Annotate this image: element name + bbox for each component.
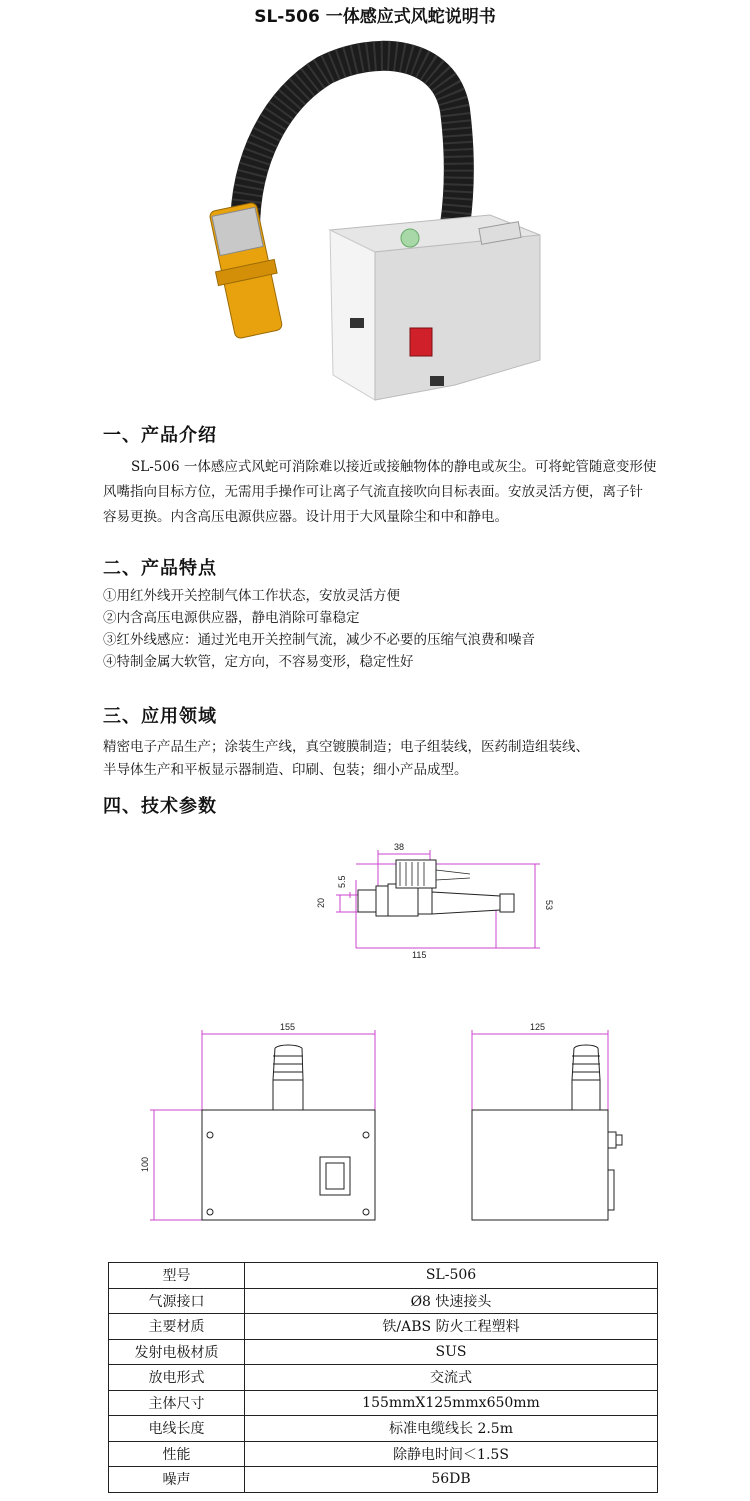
spec-value: 155mmX125mmx650mm: [245, 1390, 658, 1416]
feature-item: ②内含高压电源供应器，静电消除可靠稳定: [103, 610, 360, 626]
spec-key: 气源接口: [109, 1288, 245, 1314]
spec-key: 放电形式: [109, 1365, 245, 1391]
spec-key: 性能: [109, 1441, 245, 1467]
spec-value: Ø8 快速接头: [245, 1288, 658, 1314]
dim-20: 20: [316, 897, 326, 908]
dim-115: 115: [412, 950, 427, 960]
spec-value: 标准电缆线长 2.5m: [245, 1416, 658, 1442]
spec-row: [109, 1288, 658, 1314]
applications-line: 半导体生产和平板显示器制造、印刷、包装；细小产品成型。: [103, 762, 468, 778]
spec-value: 除静电时间＜1.5S: [245, 1441, 658, 1467]
section-heading-features: 二、产品特点: [103, 558, 217, 579]
spec-row: [109, 1390, 658, 1416]
spec-value: 交流式: [245, 1365, 658, 1391]
intro-line: 容易更换。内含高压电源供应器。设计用于大风量除尘和中和静电。: [103, 509, 508, 525]
spec-row: [109, 1365, 658, 1391]
section-heading-specs: 四、技术参数: [103, 796, 217, 817]
spec-row: [109, 1416, 658, 1442]
spec-row: [109, 1441, 658, 1467]
spec-table: [108, 1262, 658, 1493]
section-heading-applications: 三、应用领域: [103, 706, 217, 727]
dim-125: 125: [530, 1022, 546, 1032]
intro-line: 风嘴指向目标方位，无需用手操作可让离子气流直接吹向目标表面。安放灵活方便，离子针: [103, 484, 643, 500]
spec-row: [109, 1467, 658, 1493]
spec-row: [109, 1339, 658, 1365]
feature-item: ④特制金属大软管，定方向，不容易变形，稳定性好: [103, 654, 414, 670]
dim-53: 53: [544, 900, 554, 911]
dim-100: 100: [140, 1156, 150, 1172]
box-front: [330, 230, 375, 400]
feature-item: ①用红外线开关控制气体工作状态，安放灵活方便: [103, 588, 400, 604]
spec-value: SL-506: [245, 1263, 658, 1289]
spec-key: 噪声: [109, 1467, 245, 1493]
front-view-drawing: [140, 1020, 390, 1225]
applications-line: 精密电子产品生产；涂装生产线，真空镀膜制造；电子组装线，医药制造组装线、: [103, 739, 589, 755]
nozzle-dimension-drawing: [300, 840, 560, 960]
side-view-drawing: [460, 1020, 640, 1225]
dim-155: 155: [280, 1022, 296, 1032]
spec-key: 型号: [109, 1263, 245, 1289]
spec-value: SUS: [245, 1339, 658, 1365]
product-photo: [205, 40, 555, 410]
spec-row: [109, 1263, 658, 1289]
spec-key: 发射电极材质: [109, 1339, 245, 1365]
box-side: [375, 235, 540, 400]
spec-key: 电线长度: [109, 1416, 245, 1442]
dim-38: 38: [394, 842, 405, 852]
spec-value: 56DB: [245, 1467, 658, 1493]
spec-key: 主要材质: [109, 1314, 245, 1340]
spec-row: [109, 1314, 658, 1340]
spec-value: 铁/ABS 防火工程塑料: [245, 1314, 658, 1340]
page-title: SL-506 一体感应式风蛇说明书: [254, 7, 496, 27]
section-heading-intro: 一、产品介绍: [103, 425, 217, 446]
dim-5-5: 5.5: [337, 875, 347, 888]
intro-line: SL-506 一体感应式风蛇可消除难以接近或接触物体的静电或灰尘。可将蛇管随意变形使: [131, 459, 657, 475]
feature-item: ③红外线感应：通过光电开关控制气流，减少不必要的压缩气浪费和噪音: [103, 632, 535, 648]
spec-key: 主体尺寸: [109, 1390, 245, 1416]
